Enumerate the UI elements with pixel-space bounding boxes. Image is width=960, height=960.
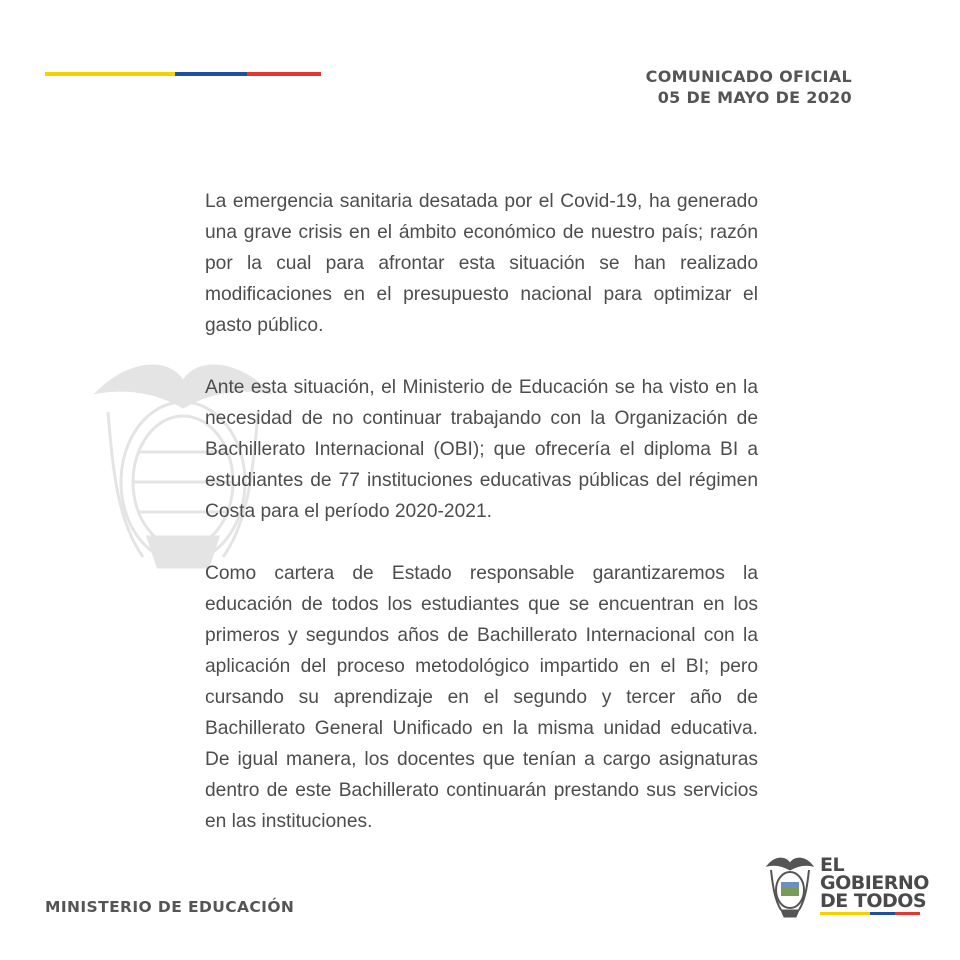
flag-stripe-yellow (45, 72, 175, 76)
ministry-name: MINISTERIO DE EDUCACIÓN (45, 898, 295, 916)
paragraph-3: Como cartera de Estado responsable garantizaremos la educación de todos los estudiantes que se encuentran en los primeros y segundos años de Bachillerato Internacional con la aplicación del proceso metodológico impartido en el BI; pero cursando su aprendizaje en el segundo y tercer año de Bachillerato General Unificado en la misma unidad educativa. De igual manera, los docentes que tenían a cargo asignaturas dentro de este Bachillerato continuarán prestando sus servicios en las instituciones. (205, 563, 758, 832)
logo-line-gobierno: GOBIERNO (820, 872, 929, 894)
flag-stripe-red (247, 72, 321, 76)
coat-of-arms-icon (765, 854, 815, 918)
logo-line-de-todos: DE TODOS (820, 890, 927, 912)
document-header (646, 66, 852, 108)
logo-line-el: EL (820, 854, 845, 876)
paragraph-1: La emergencia sanitaria desatada por el Covid-19, ha generado una grave crisis en el ámbito económico de nuestro país; razón por la cual para afrontar esta situación se han realizado modificaciones en el presupuesto nacional para optimizar el gasto público. (205, 191, 758, 336)
paragraph-2: Ante esta situación, el Ministerio de Educación se ha visto en la necesidad de no continuar trabajando con la Organización de Bachillerato Internacional (OBI); que ofrecería el diploma BI a estudiantes de 77 instituciones educativas públicas del régimen Costa para el período 2020-2021. (205, 377, 758, 522)
flag-stripe-blue (175, 72, 247, 76)
logo-flag-underline (820, 912, 920, 915)
document-title: COMUNICADO OFICIAL (645, 67, 852, 86)
gobierno-de-todos-logo (765, 854, 929, 920)
communique-body (205, 186, 758, 868)
document-date: 05 DE MAYO DE 2020 (657, 88, 852, 107)
gobierno-de-todos-wordmark (820, 856, 929, 910)
